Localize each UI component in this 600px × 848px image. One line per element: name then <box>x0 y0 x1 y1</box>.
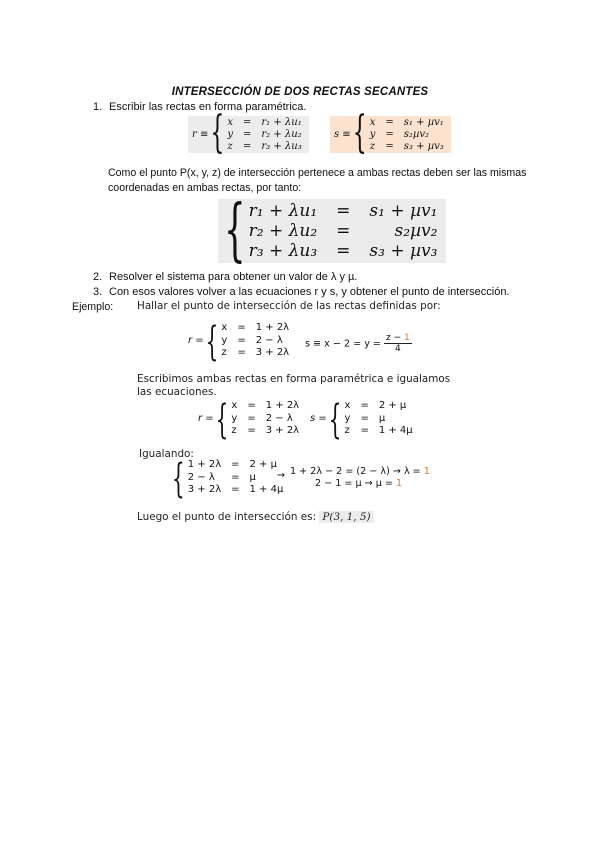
eq-sign: = <box>247 425 256 436</box>
eq-rhs: 1 + 2λ <box>265 400 300 411</box>
solve-line-1 <box>290 466 430 477</box>
eq-rhs: 2 − λ <box>265 412 293 424</box>
equation-row <box>185 459 287 472</box>
eq-rhs: 1 + 4µ <box>249 484 284 495</box>
eq-lhs: y <box>221 334 228 346</box>
eq-lhs: x <box>227 117 233 128</box>
eq-rhs: s₁ + µv₁ <box>369 201 438 221</box>
eq-sign: = <box>360 400 369 411</box>
eq-rhs: s₂µv₂ <box>403 128 430 140</box>
eq-sign: = <box>247 400 256 411</box>
equation-row <box>228 413 302 426</box>
equation-table <box>228 400 302 438</box>
eq-rhs: 3 + 2λ <box>255 347 290 358</box>
solve-line-2-text: 2 − 1 = µ → µ = <box>315 478 396 489</box>
fraction-numerator <box>384 333 412 344</box>
eq-rhs: s₃ + µv₃ <box>369 241 438 262</box>
eq-sign: = <box>231 459 240 470</box>
equation-row <box>218 347 292 360</box>
equation-table <box>218 322 292 360</box>
eq-sign: = <box>237 322 246 333</box>
eq-lhs: r₁ + λu₁ <box>248 201 318 221</box>
eq-lhs: y <box>227 128 233 140</box>
equation-row <box>246 201 441 221</box>
example-label: Ejemplo: <box>72 301 114 313</box>
intersection-point: P(3, 1, 5) <box>319 511 373 523</box>
equation-row <box>218 322 292 335</box>
line-s-parametric <box>330 108 451 159</box>
eq-rhs: 3 + 2λ <box>265 425 300 436</box>
equation-row <box>224 141 304 153</box>
equation-row <box>342 400 416 413</box>
example-text-1: Escribimos ambas rectas en forma paramétrica e igualamos <box>137 373 451 385</box>
eq-lhs: x <box>231 400 238 411</box>
equation-table <box>367 117 447 152</box>
equation-row <box>228 425 302 438</box>
example-r-definition <box>188 316 292 365</box>
example-s-definition <box>305 333 412 354</box>
example-text-2: las ecuaciones. <box>137 386 217 398</box>
step-number: 3. <box>93 286 103 298</box>
eq-lhs: y <box>231 412 238 424</box>
equation-row <box>185 484 287 497</box>
eq-lhs: x <box>344 400 351 411</box>
system-head: r = <box>198 413 214 425</box>
igualando-label: Igualando: <box>139 448 194 460</box>
eq-sign: = <box>237 347 246 358</box>
fraction-denominator: 4 <box>395 344 401 354</box>
eq-sign: = <box>247 412 256 424</box>
equal-system <box>172 453 286 502</box>
eq-lhs: x <box>369 117 376 128</box>
equation-table <box>224 117 304 152</box>
line-r-parametric <box>188 108 309 159</box>
equated-system <box>218 191 446 272</box>
example-definitions <box>188 316 292 365</box>
step-text: Con esos valores volver a las ecuaciones r y s, y obtener el punto de intersección. <box>109 286 510 298</box>
eq-rhs: 2 + µ <box>378 400 407 411</box>
parametric-equations-row <box>188 108 309 159</box>
equation-row <box>246 241 441 261</box>
example-parametric-s <box>310 394 416 443</box>
eq-sign: = <box>360 412 369 424</box>
equation-table <box>342 400 416 438</box>
eq-rhs: r₂ + λu₂ <box>261 128 302 140</box>
eq-sign: = <box>360 425 369 436</box>
eq-lhs: 2 − λ <box>187 471 215 483</box>
equation-row <box>228 400 302 413</box>
eq-lhs: r₂ + λu₂ <box>248 221 318 242</box>
step-number: 2. <box>93 271 103 283</box>
eq-lhs: z <box>227 140 233 152</box>
eq-sign: = <box>243 140 252 152</box>
eq-sign: = <box>231 471 240 483</box>
eq-lhs: z <box>231 425 237 436</box>
eq-lhs: z <box>344 425 350 436</box>
eq-rhs: 1 + 2λ <box>255 322 290 333</box>
eq-rhs: µ <box>249 471 256 483</box>
system-head: s ≡ <box>334 129 351 141</box>
eq-lhs: z <box>369 140 375 152</box>
eq-rhs: s₃ + µv₃ <box>403 140 444 152</box>
equation-row <box>342 413 416 426</box>
eq-lhs: 1 + 2λ <box>187 459 222 470</box>
equation-row <box>218 335 292 348</box>
equation-row <box>185 472 287 485</box>
example-prompt: Hallar el punto de intersección de las rectas definidas por: <box>137 300 441 312</box>
eq-lhs: 3 + 2λ <box>187 484 222 495</box>
numerator-b: 1 <box>404 333 410 343</box>
eq-lhs: y <box>344 412 351 424</box>
eq-sign: = <box>336 221 351 242</box>
fraction <box>384 333 412 354</box>
eq-lhs: r₃ + λu₃ <box>248 241 318 262</box>
eq-lhs: y <box>369 128 376 140</box>
system-head: s = <box>310 413 327 425</box>
equation-table <box>185 459 287 497</box>
equation-row <box>367 129 447 141</box>
solve-line-1-value: 1 <box>423 466 430 477</box>
eq-sign: = <box>231 484 240 495</box>
brace-symbol: { <box>172 453 185 502</box>
step-number: 1. <box>93 101 103 113</box>
eq-rhs: r₃ + λu₃ <box>261 140 302 152</box>
solve-line-1-text: 1 + 2λ − 2 = (2 − λ) → λ = <box>290 466 424 477</box>
brace-symbol: { <box>215 394 229 443</box>
eq-rhs: µ <box>378 412 386 424</box>
eq-rhs: 1 + 4µ <box>378 425 413 436</box>
eq-sign: = <box>243 117 252 128</box>
eq-lhs: x <box>221 322 228 333</box>
equation-table <box>246 201 441 261</box>
solve-line-2-value: 1 <box>395 478 403 489</box>
eq-sign: = <box>385 128 394 140</box>
solve-line-2 <box>315 478 402 489</box>
example-r-parametric <box>198 394 302 443</box>
big-system-box <box>218 191 446 272</box>
eq-sign: = <box>385 140 394 152</box>
eq-rhs: s₁ + µv₁ <box>403 117 444 128</box>
explanation-paragraph: Como el punto P(x, y, z) de intersección pertenece a ambas rectas deben ser las mismas coordenadas en ambas rectas, por tanto: <box>108 167 527 194</box>
brace-symbol: { <box>328 394 342 443</box>
conclusion <box>137 511 374 523</box>
step-1 <box>93 101 306 113</box>
equation-row <box>342 425 416 438</box>
numerator-a: z − <box>386 333 405 343</box>
eq-sign: = <box>243 128 252 140</box>
step-3 <box>93 286 510 298</box>
example-s-parametric <box>310 394 416 443</box>
step-2 <box>93 271 357 283</box>
eq-rhs: r₁ + λu₁ <box>261 117 302 128</box>
conclusion-text: Luego el punto de intersección es: <box>137 511 317 523</box>
eq-sign: = <box>237 334 246 346</box>
eq-sign: = <box>385 117 394 128</box>
eq-lhs: z <box>221 347 227 358</box>
arrow-symbol: → <box>277 470 286 481</box>
equation-row <box>224 117 304 129</box>
example-equal-system <box>172 453 286 502</box>
equation-row <box>246 221 441 241</box>
eq-sign: = <box>336 201 351 221</box>
system-head: r ≡ <box>192 129 209 141</box>
step-text: Escribir las rectas en forma paramétrica. <box>109 101 307 113</box>
eq-rhs: s₂µv₂ <box>394 221 438 242</box>
s-def-lhs: s ≡ x − 2 = y = <box>305 338 381 350</box>
eq-sign: = <box>336 241 351 262</box>
equation-row <box>224 129 304 141</box>
system-head: r = <box>188 335 204 347</box>
brace-symbol: { <box>352 108 367 159</box>
equation-row <box>367 117 447 129</box>
eq-rhs: 2 + µ <box>249 459 277 470</box>
example-parametric-r <box>198 394 302 443</box>
brace-symbol: { <box>210 108 225 159</box>
parametric-equations-row-s <box>330 108 451 159</box>
page-title: INTERSECCIÓN DE DOS RECTAS SECANTES <box>171 86 429 98</box>
eq-rhs: 2 − λ <box>255 334 283 346</box>
equation-row <box>367 141 447 153</box>
brace-symbol: { <box>224 191 246 272</box>
brace-symbol: { <box>205 316 219 365</box>
step-text: Resolver el sistema para obtener un valor de λ y µ. <box>109 271 358 283</box>
